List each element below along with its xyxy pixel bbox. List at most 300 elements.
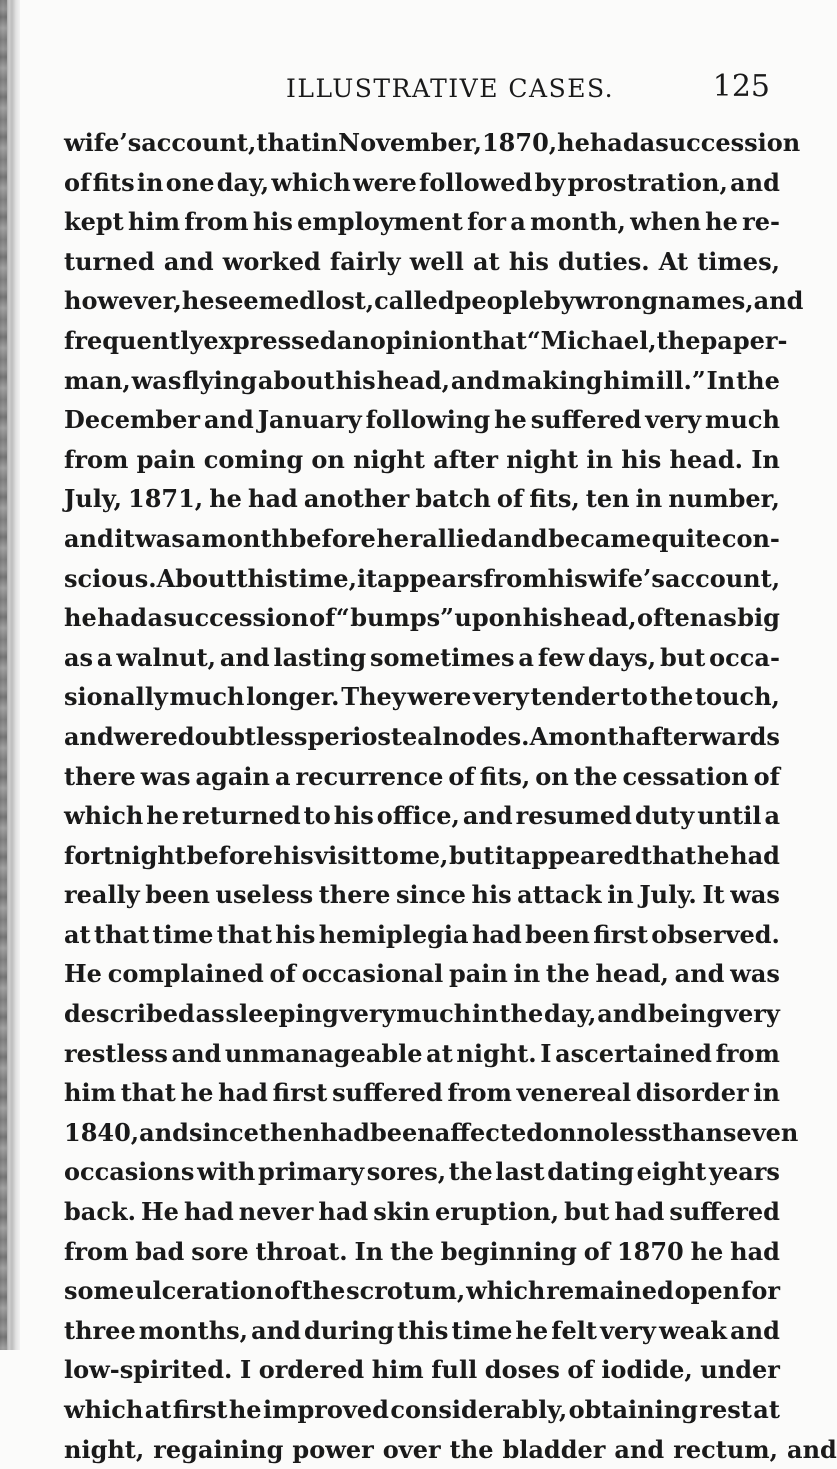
word: upon xyxy=(454,603,523,633)
word: wife’s xyxy=(587,563,665,593)
word: three xyxy=(64,1315,136,1345)
word: eruption, xyxy=(434,1197,560,1227)
word: in xyxy=(753,1078,780,1108)
word: his xyxy=(252,207,293,237)
word: fits xyxy=(92,167,135,197)
word: duties. xyxy=(558,246,650,276)
word: fits, xyxy=(529,484,580,514)
text-line xyxy=(64,1192,780,1232)
word: last xyxy=(495,1157,545,1187)
word: wife’s xyxy=(64,128,142,157)
word: periosteal xyxy=(307,721,442,751)
word: “ xyxy=(335,603,350,633)
word: July, xyxy=(64,484,122,514)
word: time, xyxy=(287,563,357,593)
word: afterwards xyxy=(635,721,780,751)
text-line xyxy=(64,1113,799,1153)
word: night xyxy=(506,444,579,474)
word: was xyxy=(135,523,185,553)
word: had xyxy=(183,1197,234,1227)
word: full xyxy=(431,1355,478,1385)
word: head. xyxy=(669,444,743,474)
word: since xyxy=(395,880,466,910)
word: the xyxy=(649,682,694,712)
word: again xyxy=(195,761,270,791)
word: his xyxy=(621,444,662,474)
text-line xyxy=(64,1271,780,1311)
word: names, xyxy=(658,286,754,316)
word: but xyxy=(659,642,706,672)
word: nodes. xyxy=(442,721,530,751)
word: of xyxy=(753,761,780,791)
text-line xyxy=(64,1311,780,1351)
word: frequently xyxy=(64,325,204,355)
word: he xyxy=(64,603,97,633)
word: since xyxy=(188,1117,259,1147)
body-text xyxy=(64,123,837,1469)
word: called xyxy=(374,286,455,316)
word: at xyxy=(64,919,91,949)
word: he xyxy=(696,840,730,870)
word: re- xyxy=(742,207,780,237)
word: and xyxy=(787,1434,837,1464)
text-line xyxy=(64,361,780,401)
word: at xyxy=(144,1395,172,1424)
word: November, xyxy=(338,128,482,157)
word: appears xyxy=(377,563,484,593)
word: sleeping xyxy=(225,999,339,1029)
word: been xyxy=(145,880,210,910)
word: on xyxy=(311,444,345,474)
word: of xyxy=(496,484,524,514)
word: that xyxy=(641,840,697,870)
word: and xyxy=(497,523,548,553)
word: than xyxy=(661,1117,723,1147)
word: a xyxy=(274,761,291,791)
word: which xyxy=(466,1276,546,1306)
word: in xyxy=(635,484,663,514)
running-head xyxy=(60,69,770,114)
word: suffered xyxy=(332,1078,443,1108)
word: improved xyxy=(262,1395,389,1424)
word: and xyxy=(251,1315,301,1345)
word: by xyxy=(534,167,566,197)
word: 1870 xyxy=(616,1236,684,1266)
text-line xyxy=(64,1350,780,1390)
word: night xyxy=(353,444,425,474)
word: turned xyxy=(64,246,155,276)
word: much xyxy=(169,682,245,712)
word: when xyxy=(630,207,701,237)
word: of xyxy=(567,1355,594,1385)
word: had xyxy=(218,1078,268,1108)
word: before xyxy=(289,523,376,553)
word: of xyxy=(64,167,91,197)
word: They xyxy=(341,682,406,712)
word: At xyxy=(658,246,689,276)
word: he xyxy=(180,1078,214,1108)
word: pain xyxy=(136,444,196,474)
text-line xyxy=(64,440,780,480)
word: his xyxy=(547,563,588,593)
word: day, xyxy=(216,167,270,197)
word: the xyxy=(545,959,590,989)
word: which xyxy=(64,1395,144,1424)
word: back. xyxy=(64,1197,136,1227)
word: felt xyxy=(551,1315,597,1345)
word: at xyxy=(426,1038,453,1068)
word: with xyxy=(197,1157,256,1187)
word: office, xyxy=(376,801,460,831)
word: and xyxy=(139,1117,189,1147)
word: night, xyxy=(64,1434,145,1464)
word: primary xyxy=(258,1157,365,1187)
word: paper- xyxy=(700,325,788,355)
word: He xyxy=(64,959,102,989)
word: him xyxy=(128,207,180,237)
text-line xyxy=(64,281,804,321)
word: him xyxy=(64,1078,116,1108)
word: and xyxy=(450,365,501,395)
word: a xyxy=(639,128,656,157)
word: in xyxy=(472,999,499,1029)
word: flying xyxy=(182,365,257,395)
word: and xyxy=(730,167,780,197)
word: big xyxy=(737,603,780,633)
word: one xyxy=(165,167,215,197)
text-line xyxy=(64,559,780,599)
word: visit xyxy=(314,840,371,870)
word: before xyxy=(186,840,273,870)
word: he xyxy=(494,405,527,435)
word: as xyxy=(195,999,225,1029)
word: In xyxy=(706,365,736,395)
text-line xyxy=(64,598,780,638)
word: power xyxy=(292,1434,374,1464)
word: in xyxy=(136,167,164,197)
word: making xyxy=(501,365,603,395)
word: the xyxy=(736,365,780,395)
word: regaining xyxy=(153,1434,284,1464)
word: from xyxy=(715,1038,780,1068)
word: on xyxy=(535,761,569,791)
word: January xyxy=(257,405,362,435)
word: been xyxy=(525,919,590,949)
word: times, xyxy=(697,246,780,276)
word: was xyxy=(131,365,182,395)
word: a xyxy=(518,642,534,672)
word: About xyxy=(156,563,237,593)
word: ill.” xyxy=(656,365,706,395)
word: batch xyxy=(415,484,491,514)
word: had xyxy=(320,1117,370,1147)
word: been xyxy=(369,1117,435,1147)
word: number, xyxy=(668,484,780,514)
word: rest xyxy=(699,1395,752,1424)
text-line xyxy=(64,321,788,361)
text-line xyxy=(64,677,780,717)
word: and xyxy=(597,999,647,1029)
word: sionally xyxy=(64,682,168,712)
word: as xyxy=(707,603,737,633)
word: were xyxy=(407,682,472,712)
word: at xyxy=(753,1395,780,1424)
text-line xyxy=(64,519,780,559)
word: an xyxy=(336,325,370,355)
binding-shadow xyxy=(0,0,7,1350)
word: under xyxy=(700,1355,780,1385)
word: his xyxy=(333,801,374,831)
word: this xyxy=(236,563,288,593)
word: fits, xyxy=(479,761,531,791)
word: tender xyxy=(530,682,619,712)
word: was xyxy=(730,880,780,910)
word: hemiplegia xyxy=(318,919,469,949)
word: a xyxy=(185,523,201,553)
word: which xyxy=(64,801,144,831)
word: the xyxy=(656,325,701,355)
text-line xyxy=(64,1430,837,1469)
word: sometimes xyxy=(370,642,515,672)
word: it xyxy=(494,840,516,870)
word: longer. xyxy=(246,682,340,712)
word: had xyxy=(589,128,640,157)
word: very xyxy=(600,1315,656,1345)
word: I xyxy=(540,1038,552,1068)
word: of xyxy=(269,959,296,989)
word: by xyxy=(543,286,575,316)
word: July. xyxy=(639,880,697,910)
word: described xyxy=(64,999,195,1029)
word: there xyxy=(318,880,391,910)
word: low-spirited. xyxy=(64,1355,233,1385)
text-line xyxy=(64,994,780,1034)
word: lost, xyxy=(316,286,375,316)
word: sores, xyxy=(366,1157,447,1187)
word: his xyxy=(335,365,376,395)
word: ordered xyxy=(258,1355,365,1385)
word: venereal xyxy=(516,1078,632,1108)
word: then xyxy=(258,1117,321,1147)
text-line xyxy=(64,479,780,519)
word: ascertained xyxy=(555,1038,712,1068)
word: years xyxy=(709,1157,780,1187)
word: had xyxy=(730,1236,780,1266)
word: eight xyxy=(636,1157,707,1187)
running-title: ILLUSTRATIVE CASES. xyxy=(286,74,615,103)
text-line xyxy=(64,757,780,797)
word: another xyxy=(303,484,410,514)
text-line xyxy=(64,836,780,876)
word: the xyxy=(390,1236,434,1266)
word: from xyxy=(64,1236,129,1266)
text-line xyxy=(64,163,780,203)
text-line xyxy=(64,1390,780,1430)
word: his xyxy=(522,603,563,633)
word: during xyxy=(303,1315,395,1345)
word: until xyxy=(697,801,762,831)
word: cessation xyxy=(622,761,749,791)
word: his xyxy=(471,880,512,910)
word: the xyxy=(499,999,544,1029)
word: he xyxy=(376,523,410,553)
word: from xyxy=(64,444,129,474)
word: as xyxy=(64,642,94,672)
word: occa- xyxy=(709,642,780,672)
word: throat. xyxy=(255,1236,348,1266)
word: in xyxy=(607,880,634,910)
word: A xyxy=(529,721,549,751)
word: at xyxy=(473,246,500,276)
text-line xyxy=(64,242,780,282)
word: about xyxy=(257,365,335,395)
word: seven xyxy=(722,1117,799,1147)
word: first xyxy=(172,1395,228,1424)
word: a xyxy=(510,207,526,237)
word: open xyxy=(674,1276,741,1306)
word: suffered xyxy=(669,1197,780,1227)
word: month, xyxy=(530,207,626,237)
word: following xyxy=(365,405,491,435)
text-line xyxy=(64,954,780,994)
word: had xyxy=(248,484,298,514)
word: well xyxy=(409,246,464,276)
word: from xyxy=(447,1078,512,1108)
word: weak xyxy=(658,1315,728,1345)
word: of xyxy=(309,603,336,633)
word: in xyxy=(311,128,339,157)
word: head, xyxy=(595,959,669,989)
word: seemed xyxy=(214,286,317,316)
word: bad xyxy=(135,1236,185,1266)
word: occasions xyxy=(64,1157,195,1187)
text-line xyxy=(64,638,780,678)
text-line xyxy=(64,1034,780,1074)
word: head, xyxy=(376,365,450,395)
text-line xyxy=(64,400,780,440)
word: of xyxy=(583,1236,611,1266)
word: on xyxy=(543,1117,577,1147)
word: worked xyxy=(222,246,321,276)
word: first xyxy=(272,1078,328,1108)
word: succession xyxy=(655,128,801,157)
word: account, xyxy=(141,128,257,157)
word: opinion xyxy=(369,325,472,355)
word: from xyxy=(184,207,249,237)
word: and xyxy=(730,1315,780,1345)
word: returned xyxy=(182,801,301,831)
word: very xyxy=(724,999,780,1029)
word: which xyxy=(271,167,351,197)
word: skin xyxy=(373,1197,430,1227)
word: coming xyxy=(203,444,304,474)
word: dating xyxy=(547,1157,634,1187)
word: in xyxy=(586,444,613,474)
word: 1870, xyxy=(481,128,558,157)
word: that xyxy=(120,1078,176,1108)
word: it xyxy=(356,563,378,593)
word: “ xyxy=(526,325,541,355)
word: never xyxy=(238,1197,314,1227)
word: useless xyxy=(215,880,314,910)
word: month xyxy=(548,721,636,751)
word: much xyxy=(396,999,472,1029)
word: very xyxy=(339,999,396,1029)
word: and xyxy=(753,286,804,316)
word: some xyxy=(64,1276,135,1306)
word: that xyxy=(94,919,150,949)
text-line xyxy=(64,875,780,915)
word: to xyxy=(620,682,648,712)
word: and xyxy=(614,1434,665,1464)
word: had xyxy=(730,840,780,870)
word: had xyxy=(97,603,147,633)
word: he xyxy=(181,286,215,316)
word: him xyxy=(603,365,656,395)
word: occasional xyxy=(301,959,444,989)
word: restless xyxy=(64,1038,168,1068)
word: bumps” xyxy=(350,603,454,633)
word: 1840, xyxy=(64,1117,140,1147)
text-line xyxy=(64,1073,780,1113)
word: and xyxy=(203,405,254,435)
word: but xyxy=(448,840,495,870)
word: disorder xyxy=(635,1078,749,1108)
word: doses xyxy=(484,1355,560,1385)
word: however, xyxy=(64,286,182,316)
word: succession xyxy=(163,603,309,633)
word: considerably, xyxy=(390,1395,568,1424)
text-line xyxy=(64,717,780,757)
word: quite xyxy=(651,523,722,553)
word: It xyxy=(702,880,725,910)
word: pain xyxy=(448,959,508,989)
word: a xyxy=(147,603,164,633)
word: to xyxy=(371,840,399,870)
word: were xyxy=(352,167,417,197)
word: con- xyxy=(721,523,780,553)
word: fairly xyxy=(329,246,401,276)
word: the xyxy=(573,761,618,791)
word: over xyxy=(382,1434,441,1464)
word: fortnight xyxy=(64,840,186,870)
word: few xyxy=(537,642,585,672)
word: he xyxy=(557,128,590,157)
word: months, xyxy=(138,1315,249,1345)
word: he xyxy=(690,1236,724,1266)
word: very xyxy=(645,405,702,435)
word: attack xyxy=(517,880,602,910)
word: time xyxy=(451,1315,513,1345)
word: his xyxy=(508,246,549,276)
word: he xyxy=(515,1315,549,1345)
word: ulceration xyxy=(135,1276,274,1306)
word: bladder xyxy=(502,1434,606,1464)
word: man, xyxy=(64,365,131,395)
word: for xyxy=(467,207,507,237)
word: scious. xyxy=(64,563,157,593)
word: to xyxy=(303,801,331,831)
word: a xyxy=(96,642,113,672)
word: of xyxy=(274,1276,301,1306)
word: doubtless xyxy=(177,721,308,751)
word: was xyxy=(730,959,780,989)
word: He xyxy=(140,1197,179,1227)
word: prostration, xyxy=(567,167,728,197)
word: he xyxy=(228,1395,262,1424)
word: 1871, xyxy=(128,484,204,514)
word: recurrence xyxy=(295,761,444,791)
